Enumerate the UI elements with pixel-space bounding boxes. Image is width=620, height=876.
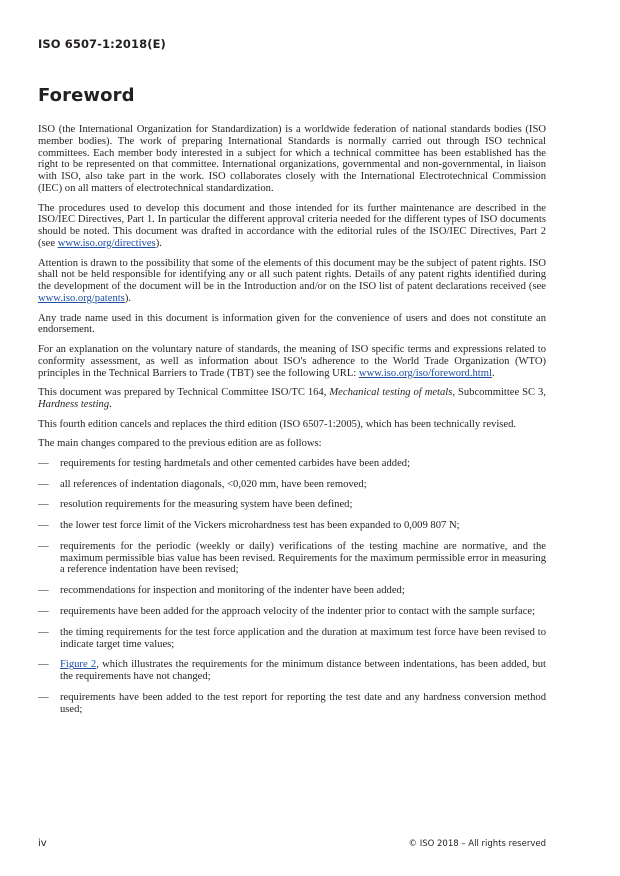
paragraph-text: , Subcommittee SC 3, [452,387,546,399]
list-item-text: requirements for the periodic (weekly or daily) verifications of the testing machine are normative, and the maximum permissible bias value has been revised. Requirements for the maximum permissible error in measuring a reference indentation have been revised; [60,540,546,576]
list-item [38,659,546,683]
paragraph-committee [38,387,546,411]
paragraph-text: ). [155,237,162,249]
paragraph-text: This fourth edition cancels and replaces the third edition (ISO 6507-1:2005), which has been technically revised. [38,418,517,430]
dash-bullet: — [38,520,49,532]
paragraph-text: Attention is drawn to the possibility that some of the elements of this document may be the subject of patent rights. ISO shall not be held responsible for identifying any or all such patent rights. Details of any patent rights identified during the development of the document will be in the Introduction and/or on the ISO list of patent declarations received (see [38,257,546,293]
list-item-text: requirements for testing hardmetals and other cemented carbides have been added; [60,457,411,469]
patents-link[interactable]: www.iso.org/patents [38,292,125,304]
page-number: iv [38,838,47,849]
list-item-text: requirements have been added to the test report for reporting the test date and any hardness conversion method used; [60,692,546,715]
paragraph-text: ). [124,292,131,304]
paragraph-text: The procedures used to develop this document and those intended for its further maintenance are described in the ISO/IEC Directives, Part 1. In particular the different approval criteria needed for the different types of ISO documents should be noted. This document was drafted in accordance with the editorial rules of the ISO/IEC Directives, Part 2 (see [38,202,546,249]
figure-2-link[interactable]: Figure 2 [60,659,97,671]
paragraph-patents [38,258,546,305]
list-item-text: the lower test force limit of the Vickers microhardness test has been expanded to 0,009 807 N; [60,520,460,532]
list-item [38,692,546,716]
paragraph-text: ISO (the International Organization for Standardization) is a worldwide federation of national standards bodies (ISO member bodies). The work of preparing International Standards is normally carried out through ISO technical committees. Each member body interested in a subject for which a technical committee has been established has the right to be represented on that committee. International organizations, governmental and non-governmental, in liaison with ISO, also take part in the work. ISO collaborates closely with the International Electrotechnical Commission (IEC) on all matters of electrotechnical standardization. [38,124,546,194]
directives-link[interactable]: www.iso.org/directives [57,237,156,249]
paragraph-edition [38,419,546,431]
list-item [38,585,546,597]
dash-bullet: — [38,585,49,597]
paragraph-trade-name [38,313,546,337]
paragraph-text: Any trade name used in this document is information given for the convenience of users and does not constitute an endorsement. [38,312,546,336]
foreword-url-link[interactable]: www.iso.org/iso/foreword.html [358,367,492,379]
paragraph-text: The main changes compared to the previous edition are as follows: [38,438,322,450]
paragraph-text: . [109,398,112,410]
dash-bullet: — [38,478,49,490]
list-item-text: all references of indentation diagonals, <0,020 mm, have been removed; [60,478,367,490]
list-item-text: resolution requirements for the measuring system have been defined; [60,499,353,511]
list-item-text: requirements have been added for the approach velocity of the indenter prior to contact with the sample surface; [60,606,536,618]
list-item-text: , which illustrates the requirements for the minimum distance between indentations, has been added, but the requirements have not changed; [60,659,546,683]
list-item [38,541,546,576]
list-item [38,499,546,511]
committee-title: Mechanical testing of metals [329,387,453,399]
document-id: ISO 6507-1:2018(E) [38,37,166,51]
paragraph-text: . [491,367,495,379]
paragraph-text: For an explanation on the voluntary nature of standards, the meaning of ISO specific terms and expressions related to conformity assessment, as well as information about ISO's adherence to the World Trade Organization (WTO) principles in the Technical Barriers to Trade (TBT) see the following URL: [38,343,546,379]
list-item [38,520,546,532]
paragraph-main-changes [38,438,546,450]
list-item [38,458,546,470]
paragraph-text: This document was prepared by Technical Committee ISO/TC 164, [38,387,330,399]
dash-bullet: — [38,499,49,511]
list-item-text: recommendations for inspection and monitoring of the indenter have been added; [60,585,405,597]
list-item [38,627,546,651]
list-item [38,606,546,618]
page-title: Foreword [38,85,135,106]
dash-bullet: — [38,606,49,618]
paragraph-voluntary-nature [38,344,546,379]
paragraph-iso-intro [38,124,546,195]
subcommittee-title: Hardness testing [38,398,110,410]
dash-bullet: — [38,540,49,552]
dash-bullet: — [38,626,49,638]
foreword-body [38,124,546,725]
dash-bullet: — [38,692,49,704]
list-item [38,479,546,491]
dash-bullet: — [38,659,49,671]
dash-bullet: — [38,457,49,469]
list-item-text: the timing requirements for the test force application and the duration at maximum test force have been revised to indicate target time values; [60,626,546,650]
copyright-notice: © ISO 2018 – All rights reserved [408,839,546,849]
paragraph-procedures [38,203,546,250]
changes-list [38,458,546,716]
